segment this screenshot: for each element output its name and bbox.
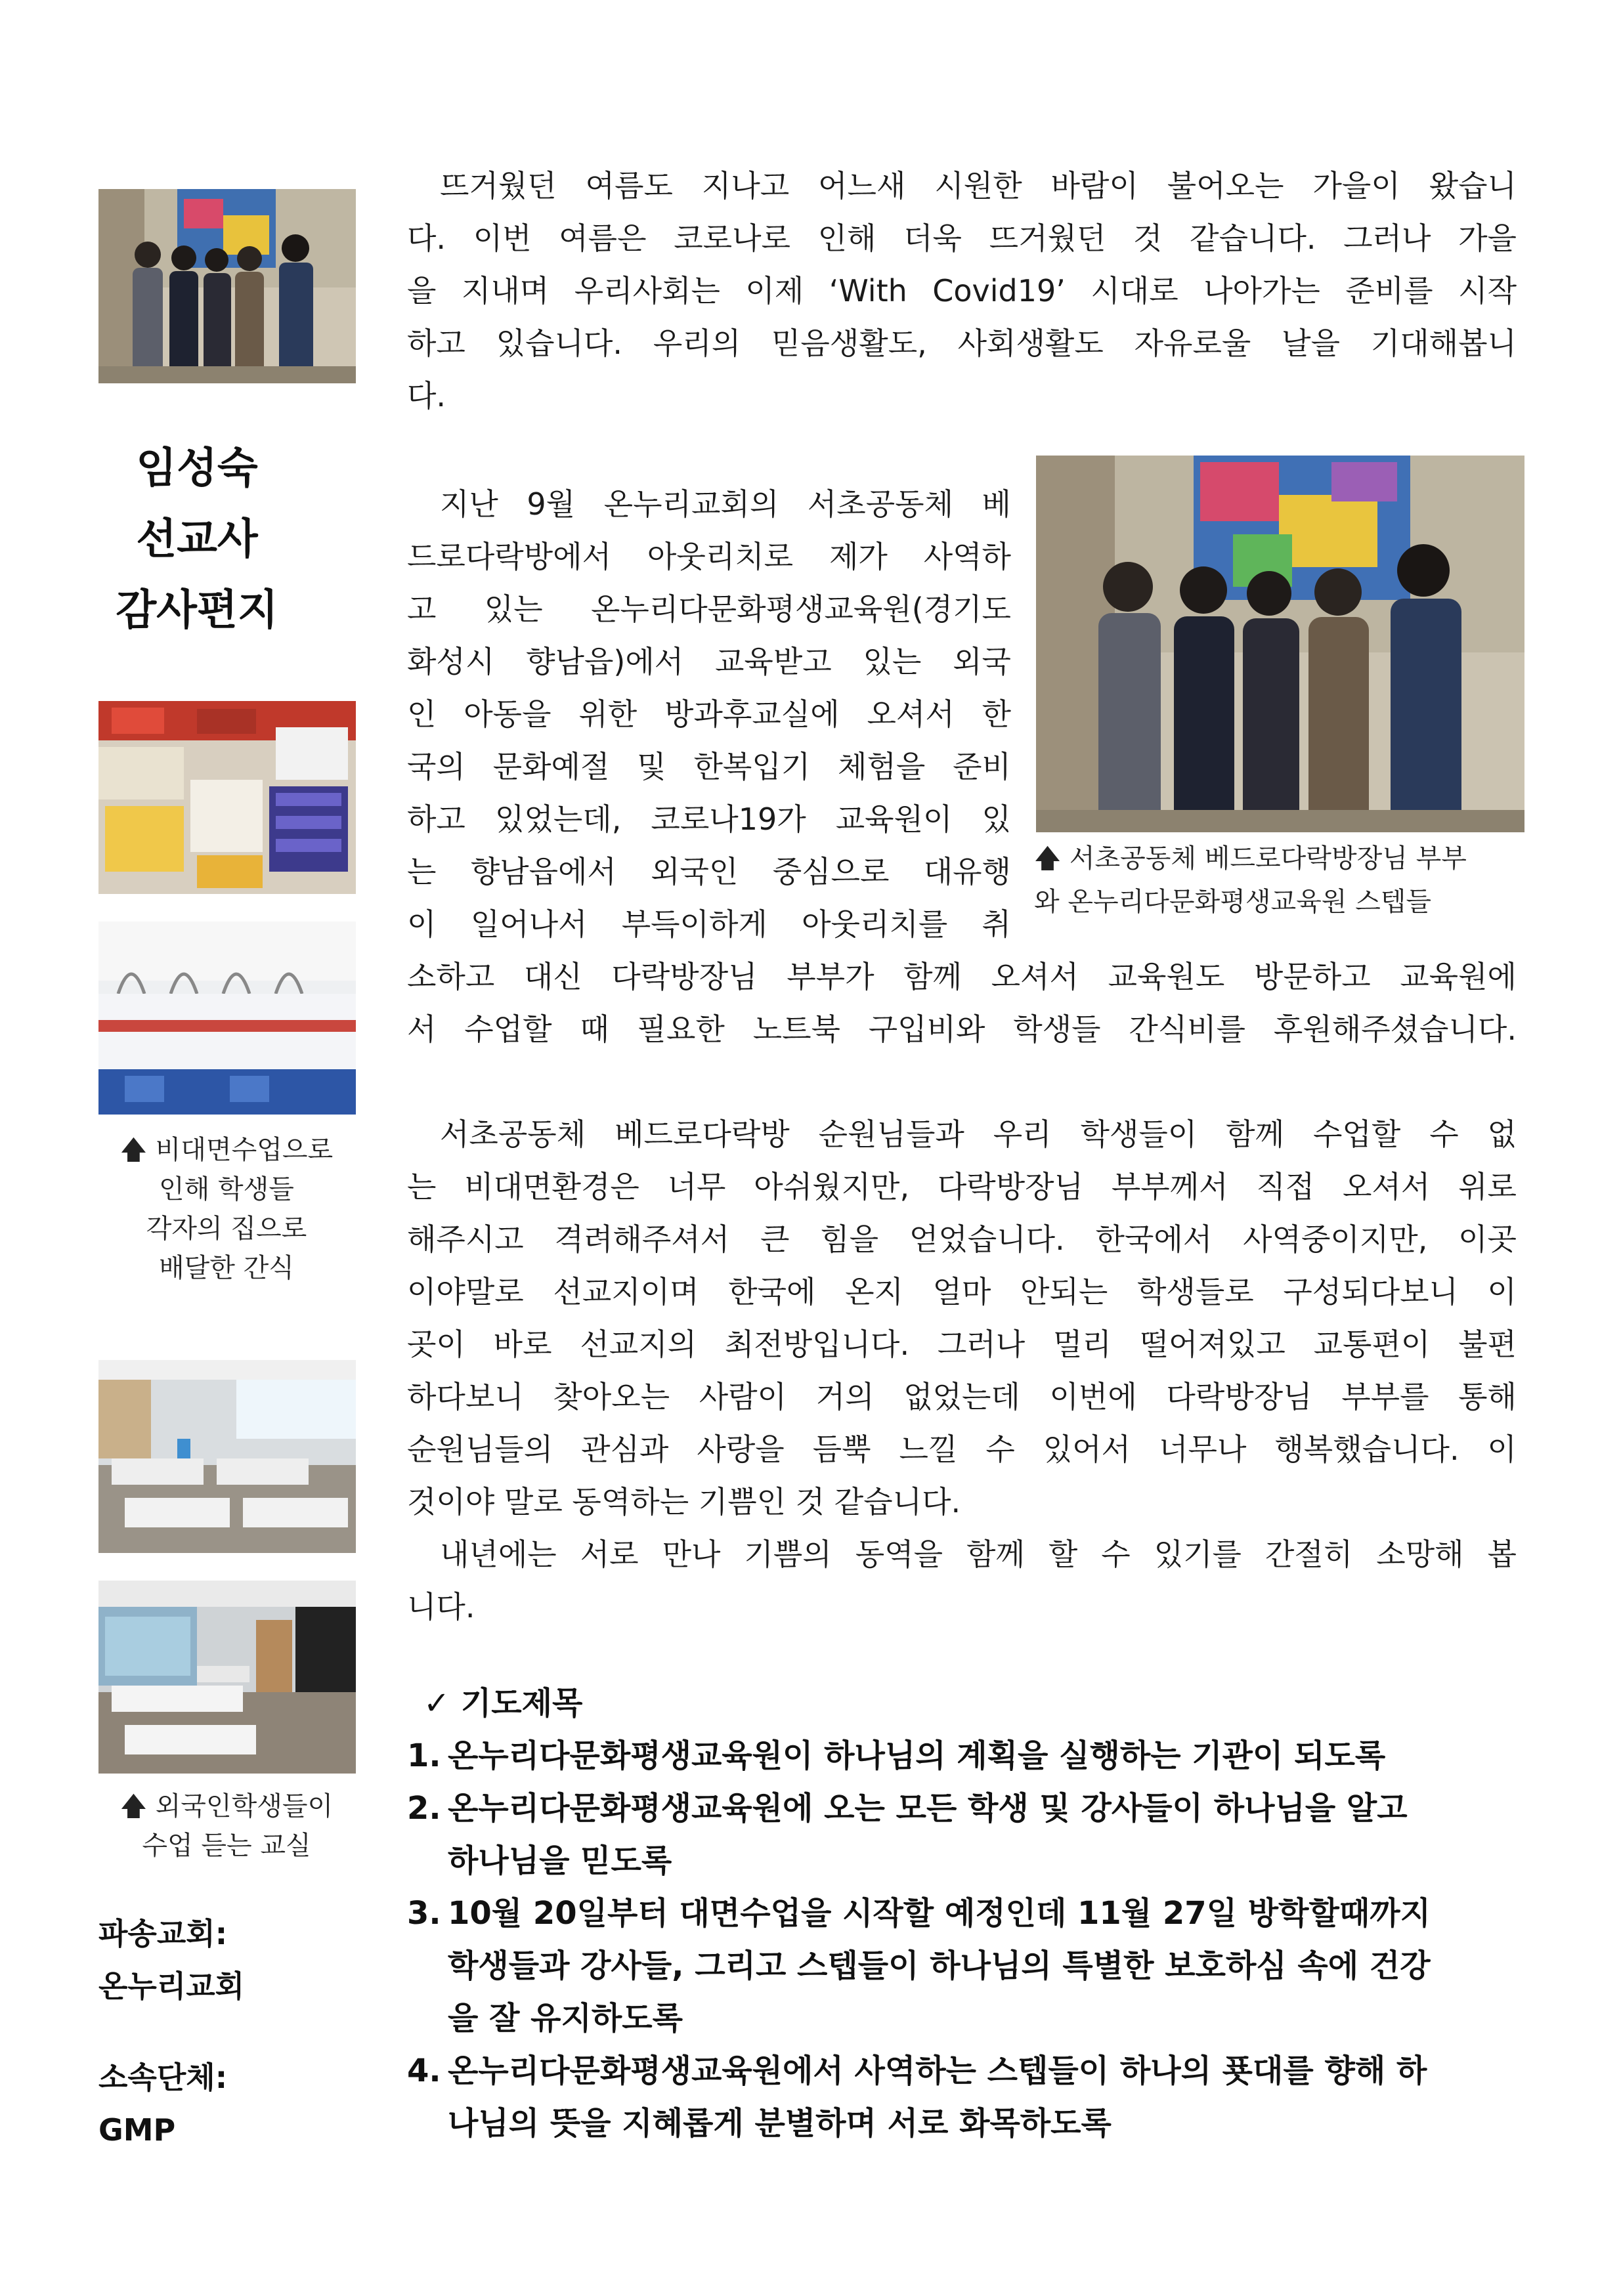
paragraph-gratitude [407,1108,1517,1528]
org-info [98,2051,227,2156]
prayer-text: 온누리다문화평생교육원에서 사역하는 스텝들이 하나의 푯대를 향해 하 [448,2052,1427,2089]
group-photo-small [98,189,356,383]
classroom-caption-line: 🡅 외국인학생들이 [119,1791,334,1821]
title-line-role: 선교사 [136,515,258,564]
prayer-list [407,1730,1517,2150]
text-line: 국의 문화예절 및 한복입기 체험을 준비 [407,749,1011,784]
prayer-item [407,1782,1517,1887]
church-value: 온누리교회 [98,1968,245,2004]
church-info [98,1907,244,2012]
text-line: 는 향남읍에서 외국인 중심으로 대유행 [407,854,1011,889]
paragraph-visit-continued [407,950,1517,1055]
group-photo-large [1036,456,1524,832]
text-line: 다. [407,378,446,414]
text-line: 서 수업할 때 필요한 노트북 구입비와 학생들 간식비를 후원해주셨습니다. [407,1011,1517,1047]
prayer-number: 1. [407,1737,441,1774]
snacks-caption-line: 배달한 간식 [159,1253,294,1283]
text-line: 인 아동을 위한 방과후교실에 오셔서 한 [407,696,1011,732]
paragraph-hope [407,1528,1517,1633]
classroom-caption-line: 수업 듣는 교실 [142,1831,311,1861]
paragraph-visit [407,478,1011,950]
prayer-line: 학생들과 강사들, 그리고 스텝들이 하나님의 특별한 보호하심 속에 건강 [448,1947,1431,1984]
text-line: 을 지내며 우리사회는 이제 ‘With Covid19’ 시대로 나아가는 준비를 시작 [407,273,1517,308]
church-label: 파송교회: [98,1916,228,1951]
text-line: 곳이 바로 선교지의 최전방입니다. 그러나 멀리 떨어져있고 교통편이 불편 [407,1327,1517,1362]
snacks-caption [98,1130,355,1288]
prayer-text: 10월 20일부터 대면수업을 시작할 예정인데 11월 27일 방학할때까지 [448,1895,1431,1932]
text-line: 하다보니 찾아오는 사람이 거의 없었는데 이번에 다락방장님 부부를 통해 [407,1379,1517,1414]
text-line: 화성시 향남읍)에서 교육받고 있는 외국 [407,644,1011,679]
classroom-caption [98,1787,355,1865]
prayer-line [407,2045,1517,2097]
text-line: 는 비대면환경은 너무 아쉬웠지만, 다락방장님 부부께서 직접 오셔서 위로 [407,1169,1517,1204]
snacks-caption-line: 🡅 비대면수업으로 [119,1135,334,1165]
text-line: 내년에는 서로 만나 기쁨의 동역을 함께 할 수 있기를 간절히 소망해 봅 [440,1537,1517,1572]
text-line: 하고 있습니다. 우리의 믿음생활도, 사회생활도 자유로울 날을 기대해봅니 [407,326,1517,361]
text-line: 순원님들의 관심과 사랑을 듬뿍 느낄 수 있어서 너무나 행복했습니다. 이 [407,1432,1517,1467]
photo-caption-line: 와 온누리다문화평생교육원 스텝들 [1034,887,1432,917]
text-line: 이 일어나서 부득이하게 아웃리치를 취 [407,906,1011,942]
snacks-caption-line: 인해 학생들 [159,1174,294,1204]
text-line: 하고 있었는데, 코로나19가 교육원이 있 [407,801,1011,837]
snacks-caption-line: 각자의 집으로 [146,1214,307,1244]
prayer-item [407,2045,1517,2150]
classroom-photo-1 [98,1360,356,1553]
org-value: GMP [98,2112,176,2148]
snacks-photo [98,701,356,894]
text-line: 니다. [407,1589,475,1625]
text-line: 소하고 대신 다락방장님 부부가 함께 오셔서 교육원도 방문하고 교육원에 [407,959,1517,994]
text-line: 서초공동체 베드로다락방 순원님들과 우리 학생들이 함께 수업할 수 없 [440,1116,1517,1152]
sidebar-title [98,433,295,646]
prayer-line: 하나님을 믿도록 [448,1842,672,1879]
text-line: 다. 이번 여름은 코로나로 인해 더욱 뜨거웠던 것 같습니다. 그러나 가을 [407,221,1517,256]
text-line: 뜨거웠던 여름도 지나고 어느새 시원한 바람이 불어오는 가을이 왔습니 [440,168,1517,203]
gift-bags-photo [98,922,356,1115]
prayer-number: 2. [407,1790,441,1827]
paragraph-intro [407,159,1517,422]
prayer-line: 을 잘 유지하도록 [448,2000,683,2037]
text-line: 해주시고 격려해주셔서 큰 힘을 얻었습니다. 한국에서 사역중이지만, 이곳 [407,1222,1517,1257]
prayer-line: 나님의 뜻을 지혜롭게 분별하며 서로 화목하도록 [448,2105,1112,2142]
text-line: 드로다락방에서 아웃리치로 제가 사역하 [407,539,1011,574]
prayer-number: 4. [407,2052,441,2089]
text-line: 고 있는 온누리다문화평생교육원(경기도 [407,591,1011,627]
prayer-number: 3. [407,1895,441,1932]
prayer-text: 온누리다문화평생교육원에 오는 모든 학생 및 강사들이 하나님을 알고 [448,1790,1408,1827]
classroom-photo-2 [98,1581,356,1774]
prayer-line [407,1782,1517,1835]
prayer-text: 온누리다문화평생교육원이 하나님의 계획을 실행하는 기관이 되도록 [448,1737,1386,1774]
prayer-line [407,1887,1517,1940]
prayer-item [407,1730,1517,1782]
title-line-name: 임성숙 [136,444,258,493]
photo-caption-line: 🡅 서초공동체 베드로다락방장님 부부 [1034,843,1467,874]
prayer-line [407,1730,1517,1782]
text-line: 지난 9월 온누리교회의 서초공동체 베 [440,486,1011,522]
group-photo-caption [1034,837,1513,924]
title-line-letter: 감사편지 [116,586,278,635]
prayer-heading: ✓ 기도제목 [423,1685,583,1722]
org-label: 소속단체: [98,2060,228,2095]
prayer-item [407,1887,1517,2045]
text-line: 것이야 말로 동역하는 기쁨인 것 같습니다. [407,1484,961,1520]
text-line: 이야말로 선교지이며 한국에 온지 얼마 안되는 학생들로 구성되다보니 이 [407,1274,1517,1309]
